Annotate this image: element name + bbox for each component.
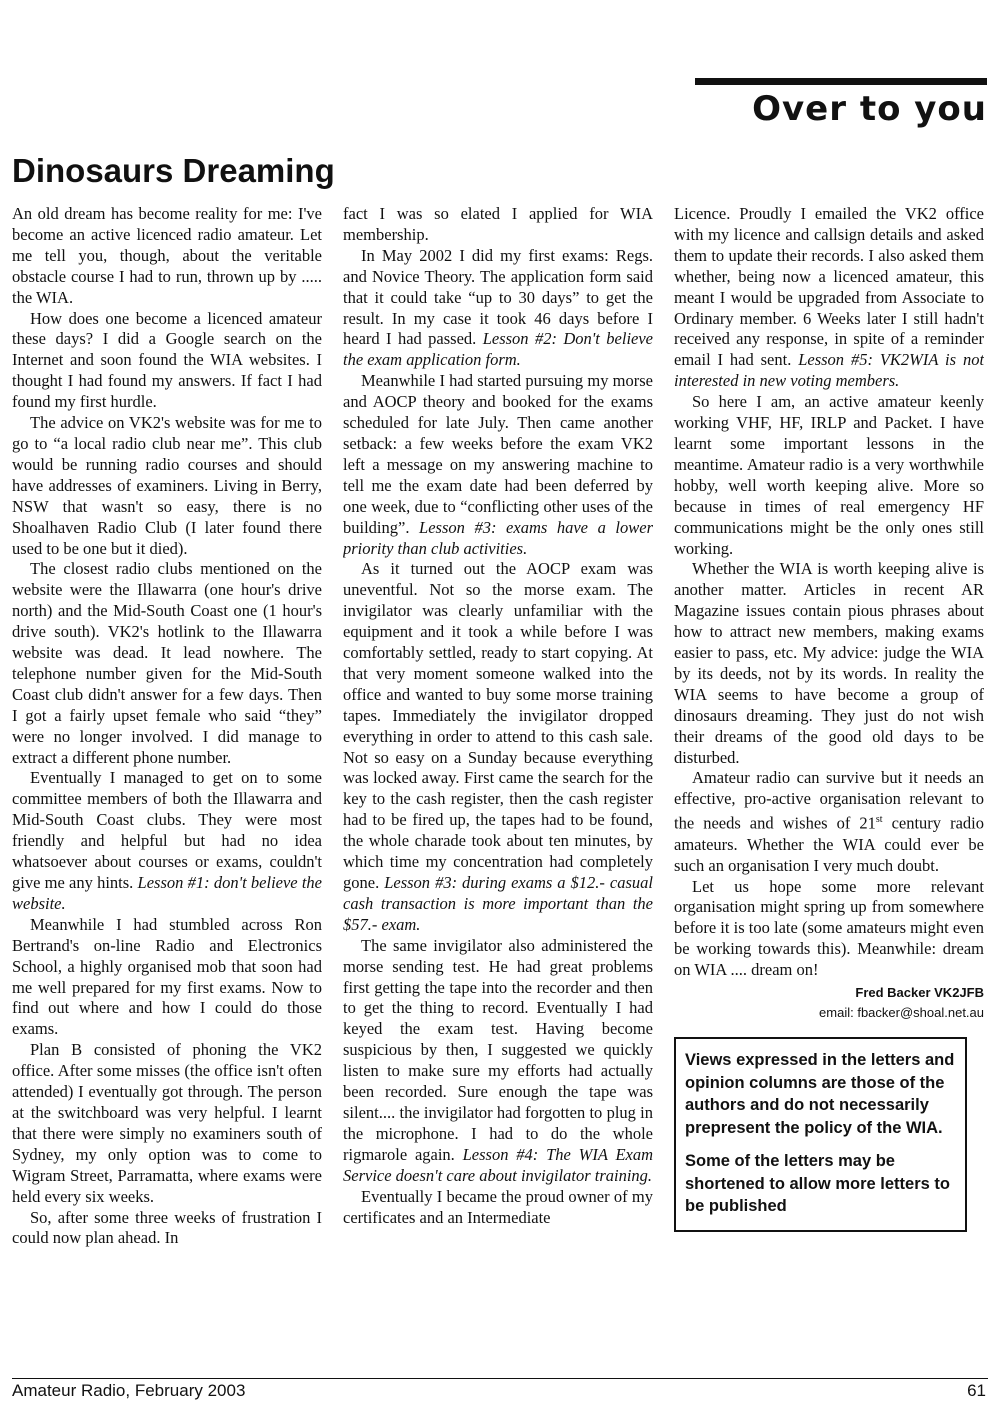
disclaimer-box	[674, 1037, 967, 1232]
paragraph-text: Eventually I managed to get on to some committee members of both the Illawarra and Mid-South Coast clubs. They were most friendly and helpful but had no idea whatsoever about courses or exams, couldn't give me any hints.	[12, 768, 322, 892]
paragraph-text: As it turned out the AOCP exam was uneventful. Not so the morse exam. The invigilator was clearly unfamiliar with the equipment and it took a while before I was comfortably settled, ready to start copying. At that very moment someone walked into the office and wanted to buy some morse training tapes. Immediately the invigilator dropped everything in order to attend to this cash sale. Not so easy on a Sunday because everything was locked away. First came the search for the key to the cash register, then the cash register had to be fired up, the tapes had to be found, the whole charade took about ten minutes, by which time my concentration had completely gone.	[343, 559, 653, 892]
article-column-1	[12, 204, 322, 1354]
paragraph: Plan B consisted of phoning the VK2 office. After some misses (the office isn't often attended) I eventually got through. The person at the switchboard was very helpful. I learnt that there were simply no examiners south of Sydney, my only option was to come to Wigram Street, Parramatta, where exams were held every six weeks.	[12, 1040, 322, 1206]
paragraph	[674, 768, 984, 876]
author-name: Fred Backer VK2JFB	[855, 985, 984, 1001]
lesson-note: Lesson #5: VK2WIA is not interested in new voting members.	[674, 350, 984, 391]
paragraph: How does one become a licenced amateur these days? I did a Google search on the Internet and soon found the WIA websites. I thought I had found my answers. If fact I had found my first hurdle.	[12, 308, 322, 412]
paragraph: So here I am, an active amateur keenly working VHF, HF, IRLP and Packet. I have learnt some important lessons in the meantime. Amateur radio is a very worthwhile hobby, well worth keeping alive. More so because in times of real emergency HF communications might be the only ones still working.	[674, 392, 984, 558]
paragraph	[12, 768, 322, 914]
paragraph: An old dream has become reality for me: I've become an active licenced radio amateur. Let me tell you, though, about the veritable obstacle course I had to run, thrown up by ..... the WIA.	[12, 204, 322, 307]
paragraph	[343, 371, 653, 559]
paragraph	[343, 559, 653, 935]
article-title: Dinosaurs Dreaming	[12, 152, 335, 189]
paragraph: The closest radio clubs mentioned on the website were the Illawarra (one hour's drive north) and the Mid-South Coast one (1 hour's drive south). VK2's hotlink to the Illawarra website was dead. It lead nowhere. The telephone number given for the Mid-South Coast club didn't answer for a few days. Then I got a fairly upset female who said “they” were no longer involved. I did manage to extract a different phone number.	[12, 559, 322, 767]
paragraph	[343, 936, 653, 1187]
paragraph: Let us hope some more relevant organisation might spring up from somewhere before it is too late (some amateurs might even be working towards this). Meanwhile: dream on WIA .... dream on!	[674, 876, 984, 980]
footer-divider	[12, 1378, 988, 1379]
author-email: email: fbacker@shoal.net.au	[819, 1005, 984, 1021]
page-number: 61	[967, 1381, 986, 1400]
lesson-note: Lesson #4: The WIA Exam Service doesn't care about invigilator training.	[343, 1144, 653, 1185]
paragraph-text: Amateur radio can survive but it needs an effective, pro-active organisation relevant to the needs and wishes of 21	[674, 768, 984, 833]
article-column-2	[343, 204, 653, 1354]
paragraph: Eventually I became the proud owner of my certificates and an Intermediate	[343, 1186, 653, 1227]
paragraph: Meanwhile I had stumbled across Ron Bertrand's on-line Radio and Electronics School, a highly organised mob that soon had me well prepared for my first exams. Now to find out where and how I could do those exams.	[12, 914, 322, 1039]
paragraph-text: Meanwhile I had started pursuing my morse and AOCP theory and booked for the exams scheduled for late July. Then came another setback: a few weeks before the exam VK2 left a message on my answering machine to tell me the exam date had been deferred by one week, due to “conflicting other uses of the building”.	[343, 371, 653, 537]
lesson-note: Lesson #3: exams have a lower priority than club activities.	[343, 517, 653, 558]
lesson-note: Lesson #1: don't believe the website.	[12, 873, 322, 913]
disclaimer-text: Some of the letters may be shortened to allow more letters to be published	[685, 1152, 950, 1216]
paragraph	[343, 246, 653, 371]
paragraph-text: In May 2002 I did my first exams: Regs. and Novice Theory. The application form said that it could take “up to 30 days” to get the result. In my case it took 46 days before I heard I had passed.	[343, 245, 653, 349]
signature-block	[674, 983, 984, 1023]
paragraph: fact I was so elated I applied for WIA membership.	[343, 204, 653, 244]
paragraph-text: century radio amateurs. Whether the WIA could ever be such an organisation I very much doubt.	[674, 813, 984, 875]
lesson-note: Lesson #3: during exams a $12.- casual cash transaction is more important than the $57.- exam.	[343, 873, 653, 934]
paragraph-text: Licence. Proudly I emailed the VK2 office with my licence and callsign details and asked them to update their records. I also asked them whether, being now a licenced amateur, this meant I would be upgraded from Associate to Ordinary member. 6 Weeks later I still hadn't received any response, in spite of a reminder email I had sent.	[674, 204, 984, 370]
paragraph	[674, 204, 984, 392]
disclaimer-text: Views expressed in the letters and opinion columns are those of the authors and do not necessarily prepresent the policy of the WIA.	[685, 1051, 955, 1137]
section-heading: Over to you	[695, 78, 987, 126]
lesson-note: Lesson #2: Don't believe the exam application form.	[343, 329, 653, 370]
paragraph: So, after some three weeks of frustration I could now plan ahead. In	[12, 1207, 322, 1248]
superscript: st	[875, 814, 883, 826]
publication-info: Amateur Radio, February 2003	[12, 1381, 246, 1400]
paragraph-text: The same invigilator also administered the morse sending test. He had great problems first getting the tape into the recorder and then to get the thing to record. Eventually I had keyed the exam test. Having become suspicious by then, I suggested we quickly listen to make sure my efforts had actually been recorded. Sure enough the tape was silent.... the invigilator had forgotten to plug in the microphone. I had to do the whole rigmarole again.	[343, 935, 653, 1164]
paragraph: Whether the WIA is worth keeping alive is another matter. Articles in recent AR Magazine issues contain pious phrases about how to attract new members, making exams easier to pass, etc. My advice: judge the WIA by its deeds, not by its words. In reality the WIA seems to have become a group of dinosaurs dreaming. They just do not wish their dreams of the good old days to be disturbed.	[674, 559, 984, 767]
paragraph: The advice on VK2's website was for me to go to “a local radio club near me”. This club would be running radio courses and should have addresses of examiners. Living in Berry, NSW that wasn't so easy, there is no Shoalhaven Radio Club (I later found there used to be one but it died).	[12, 413, 322, 558]
article-column-3	[674, 204, 984, 1354]
